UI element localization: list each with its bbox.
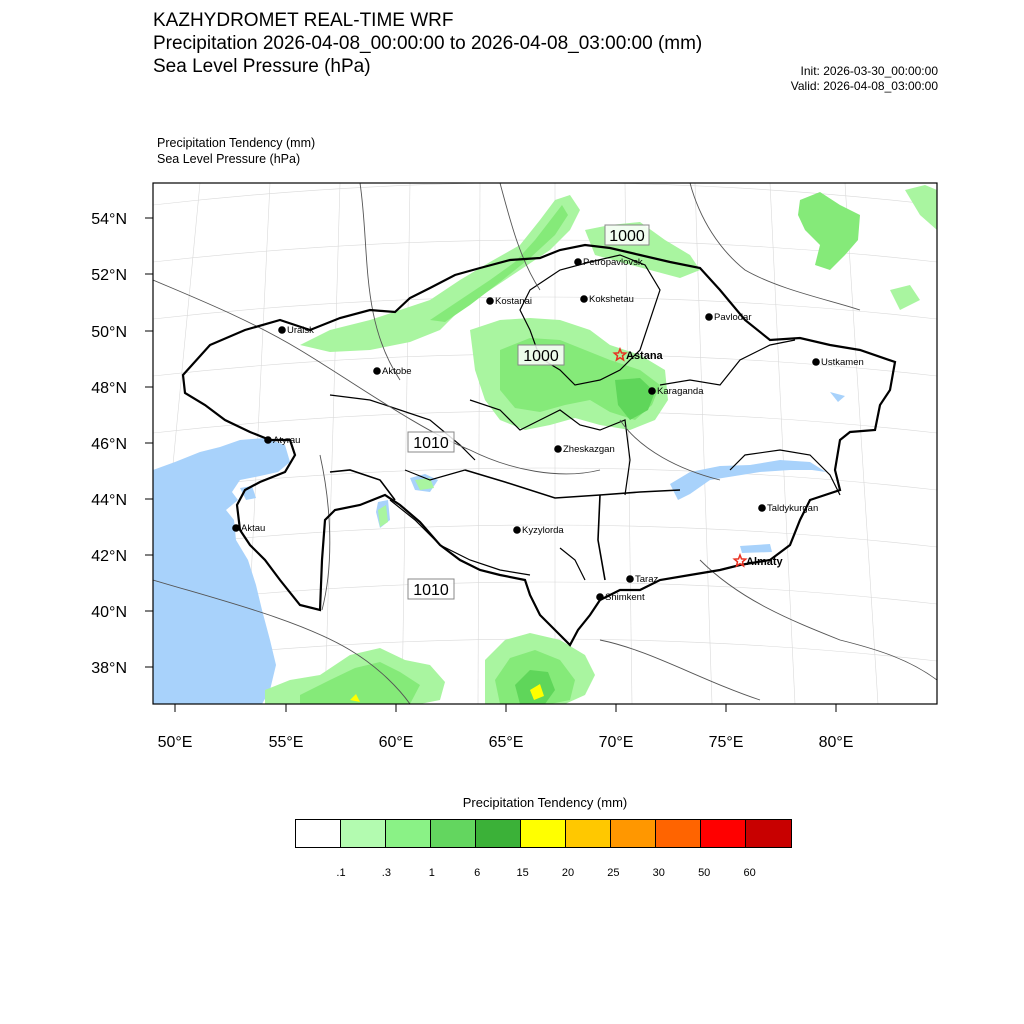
lat-label: 48°N (91, 380, 127, 397)
subtitle-precip: Precipitation Tendency (mm) (157, 136, 316, 150)
city-dot (554, 445, 562, 453)
city-label: Ustkamen (821, 357, 864, 368)
pressure-label: 1000 (523, 348, 559, 365)
lat-label: 46°N (91, 436, 127, 453)
city-label: Uralsk (287, 325, 314, 336)
city-dot (373, 367, 381, 375)
city-dot (812, 358, 820, 366)
lon-label: 80°E (818, 734, 854, 751)
lat-label: 50°N (91, 324, 127, 341)
color-bar-label: 6 (474, 867, 481, 879)
city-label: Astana (626, 350, 663, 362)
city-dot (705, 313, 713, 321)
city-label: Almaty (746, 556, 783, 568)
city-label: Taraz (635, 574, 659, 585)
color-bar-swatch (566, 820, 611, 847)
color-bar-swatch (656, 820, 701, 847)
city-dot (580, 295, 588, 303)
init-time: Init: 2026-03-30_00:00:00 (800, 64, 938, 78)
lat-label: 44°N (91, 492, 127, 509)
city-label: Kyzylorda (522, 525, 564, 536)
lat-label: 40°N (91, 604, 127, 621)
color-bar-label: 30 (652, 867, 665, 879)
lat-label: 54°N (91, 211, 127, 228)
city-dot (596, 593, 604, 601)
color-bar-label: 15 (516, 867, 529, 879)
title-line-3: Sea Level Pressure (hPa) (153, 56, 371, 77)
city-label: Petropavlovsk (583, 257, 643, 268)
city-label: Kokshetau (589, 294, 634, 305)
city-label: Zheskazgan (563, 444, 615, 455)
color-bar-swatch (476, 820, 521, 847)
city-label: Kostanai (495, 296, 532, 307)
city-dot (513, 526, 521, 534)
city-label: Aktobe (382, 366, 412, 377)
city-dot (264, 436, 272, 444)
color-bar-swatch (701, 820, 746, 847)
pressure-label: 1000 (609, 228, 645, 245)
color-bar-swatch (296, 820, 341, 847)
color-bar-swatch (611, 820, 656, 847)
lat-label: 38°N (91, 660, 127, 677)
color-bar-label: 20 (561, 867, 575, 879)
pressure-label: 1010 (413, 582, 449, 599)
city-dot (648, 387, 656, 395)
color-bar-label: .3 (381, 867, 391, 879)
color-bar-swatch (431, 820, 476, 847)
lat-label: 52°N (91, 267, 127, 284)
lon-label: 55°E (268, 734, 304, 751)
pressure-label: 1010 (413, 435, 449, 452)
color-bar-swatch (746, 820, 791, 847)
lon-label: 75°E (708, 734, 744, 751)
title-line-1: KAZHYDROMET REAL-TIME WRF (153, 10, 454, 31)
color-bar-label: 25 (607, 867, 620, 879)
subtitle-pressure: Sea Level Pressure (hPa) (157, 152, 301, 166)
color-bar-label: 1 (428, 867, 435, 879)
color-bar-swatch (386, 820, 431, 847)
city-label: Shimkent (605, 592, 645, 603)
color-bar-labels (0, 867, 1024, 883)
city-label: Pavlodar (714, 312, 752, 323)
city-dot (758, 504, 766, 512)
city-dot (278, 326, 286, 334)
lat-label: 42°N (91, 548, 127, 565)
title-line-2: Precipitation 2026-04-08_00:00:00 to 2026-04-08_03:00:00 (mm) (153, 33, 703, 54)
color-bar-swatch (521, 820, 566, 847)
legend-title: Precipitation Tendency (mm) (462, 795, 628, 810)
lon-label: 60°E (378, 734, 414, 751)
city-dot (574, 258, 582, 266)
color-bar-label: .1 (336, 867, 346, 879)
color-bar-swatch (341, 820, 386, 847)
valid-time: Valid: 2026-04-08_03:00:00 (790, 79, 938, 93)
lon-label: 70°E (598, 734, 634, 751)
color-bar (295, 819, 792, 848)
color-bar-label: 60 (743, 867, 756, 879)
city-dot (626, 575, 634, 583)
city-label: Karaganda (657, 386, 704, 397)
city-label: Taldykurgan (767, 503, 819, 514)
color-bar-label: 50 (698, 867, 711, 879)
city-label: Aktau (241, 523, 266, 534)
city-label: Atyrau (273, 435, 301, 446)
city-dot (486, 297, 494, 305)
city-dot (232, 524, 240, 532)
lon-label: 50°E (157, 734, 193, 751)
lon-label: 65°E (488, 734, 524, 751)
